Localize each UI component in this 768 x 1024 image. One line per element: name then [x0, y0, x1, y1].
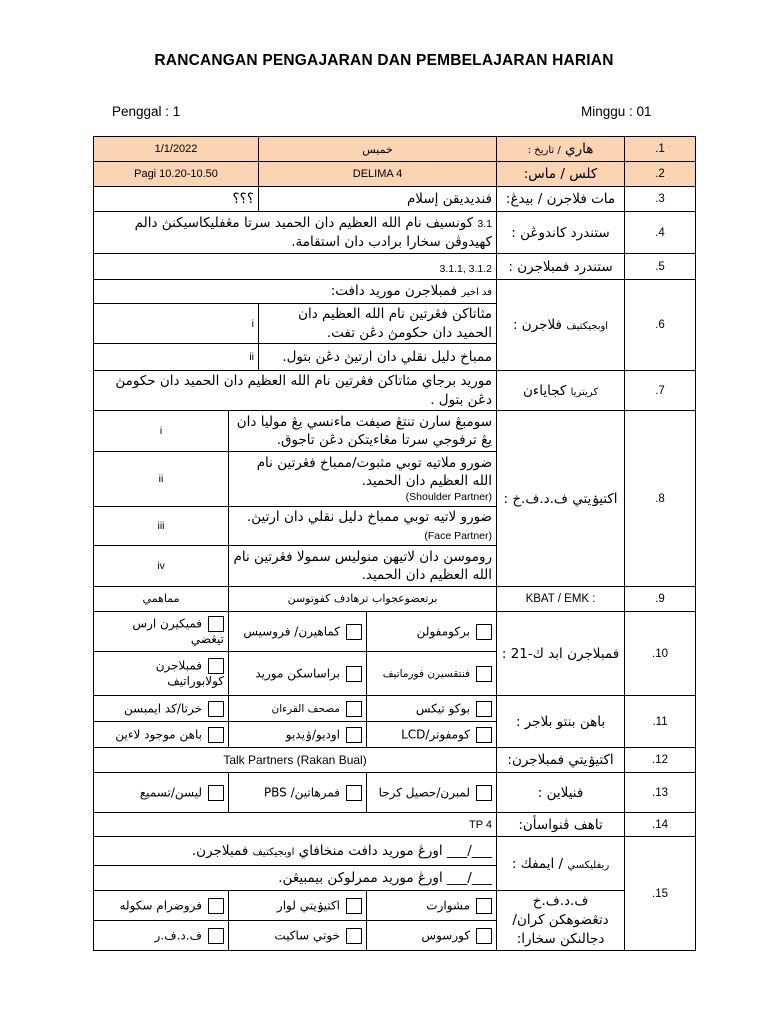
tarikh-value: 1/1/2022 — [94, 137, 259, 162]
kelas-value: DELIMA 4 — [259, 162, 497, 187]
row-number: .1 — [625, 137, 696, 162]
tahap-penguasaan-label: تاهف ڤنواسأن: — [497, 813, 625, 837]
minggu-label: Minggu : 01 — [581, 104, 652, 119]
checkbox[interactable] — [208, 727, 224, 743]
aktiviti-3-numeral: iii — [94, 507, 229, 546]
checkbox[interactable] — [346, 785, 362, 801]
pak21-option-5[interactable]: براساسكن موريد — [229, 652, 367, 696]
row-number: .9 — [625, 587, 696, 612]
aktiviti-1-text: سومبڠ سارن تنتڠ صيفت ماءنسي يڠ موليا دان يڠ ترفوجي سرتا مڠاءيتكن دڠن تاجوق. — [229, 411, 497, 452]
checkbox[interactable] — [208, 785, 224, 801]
row-refleksi-1 — [94, 837, 696, 866]
kriteria-kejayaan-value: موريد برجاي مثاتاكن فڠرتين نام الله العظيم دان الحميد دان حكومڽ دڠن بتول . — [94, 371, 497, 411]
checkbox[interactable] — [346, 666, 362, 682]
objektif-2-text: ممباخ دليل نقلي دان ارتيڽ دڠن بتول. — [259, 344, 497, 371]
checkbox[interactable] — [346, 898, 362, 914]
row-number: .6 — [625, 280, 696, 371]
penggal-label: Penggal : 1 — [112, 104, 181, 119]
row-number: .7 — [625, 371, 696, 411]
row-kelas-masa — [94, 162, 696, 187]
kelas-masa-label: كلس / ماس: — [497, 162, 625, 187]
row-number: .10 — [625, 612, 696, 696]
standard-pembelajaran-label: ستندرد فمبلاجرن : — [497, 254, 625, 280]
row-kbat-emk — [94, 587, 696, 612]
checkbox[interactable] — [476, 624, 492, 640]
aktiviti-2-text: ضورو ملاتيه توبي مثبوت/ممباخ فڠرتين نام الله العظيم دان الحميد. (Shoulder Partner) — [229, 452, 497, 507]
checkbox[interactable] — [208, 616, 224, 632]
checkbox[interactable] — [476, 727, 492, 743]
row-number: .2 — [625, 162, 696, 187]
aktiviti-4-text: روموسن دان لاتيهن منوليس سمولا فڠرتين نام الله العظيم دان الحميد. — [229, 546, 497, 587]
tangguh-option-3[interactable]: فروضرام سكوله — [94, 891, 229, 921]
standard-pembelajaran-value: 3.1.1, 3.1.2 — [94, 254, 497, 280]
aktiviti-pembelajaran-value: Talk Partners (Rakan Bual) — [94, 748, 497, 773]
aktiviti-pembelajaran-label: اكتيۏيتي فمبلاجرن: — [497, 748, 625, 773]
row-number: .11 — [625, 696, 696, 748]
checkbox[interactable] — [208, 701, 224, 717]
pak21-option-1[interactable]: بركومفولن — [367, 612, 497, 652]
page-title: RANCANGAN PENGAJARAN DAN PEMBELAJARAN HARIAN — [154, 52, 614, 69]
row-bbm-a — [94, 696, 696, 722]
checkbox[interactable] — [208, 928, 224, 944]
row-standard-pembelajaran — [94, 254, 696, 280]
checkbox[interactable] — [476, 701, 492, 717]
row-objektif-intro — [94, 280, 696, 304]
aktiviti-pdpc-label: اكتيۏيتي ف.د.ف.خ : — [497, 411, 625, 587]
row-number: .8 — [625, 411, 696, 587]
checkbox[interactable] — [476, 928, 492, 944]
checkbox[interactable] — [476, 898, 492, 914]
hari-tarikh-label: هاري / تاريخ : — [497, 137, 625, 162]
rph-table — [93, 136, 696, 951]
kriteria-kejayaan-label: كريتريا كجاياءن — [497, 371, 625, 411]
aktiviti-3-text: ضورو لاتيه توبي ممباخ دليل نقلي دان ارتيڽ.(Face Partner) — [229, 507, 497, 546]
penilaian-option-1[interactable]: لمبرن/حصيل كرجا — [367, 773, 497, 813]
mata-pelajaran-label: مات فلاجرن / بيدڠ: — [497, 187, 625, 212]
row-number: .3 — [625, 187, 696, 212]
tangguh-option-6[interactable]: ف.د.ف.ر — [94, 921, 229, 951]
row-standard-kandungan — [94, 212, 696, 254]
refleksi-line-2: ___/___ اورڠ موريد ممرلوكن بيمبيڠن. — [94, 866, 497, 891]
masa-value: Pagi 10.20-10.50 — [94, 162, 259, 187]
pdpc-ditangguhkan-label: ف.د.ف.خ دتڠضوهكن كران/دجالنكن سخارا: — [497, 891, 625, 951]
checkbox[interactable] — [346, 727, 362, 743]
pak21-label: فمبلاجرن ابد ك-21 : — [497, 612, 625, 696]
tangguh-option-1[interactable]: مشوارت — [367, 891, 497, 921]
hari-value: خميس — [259, 137, 497, 162]
bbm-option-4[interactable]: كومفوتر/LCD — [367, 722, 497, 748]
refleksi-label: ريفليكسي / ايمفك : — [497, 837, 625, 891]
kbat-value-1: برتعضوعجواب ترهادف كفوتوسن — [229, 587, 497, 612]
objektif-label: اوبجيكتيف فلاجرن : — [497, 280, 625, 371]
checkbox[interactable] — [346, 701, 362, 717]
checkbox[interactable] — [346, 624, 362, 640]
row-number: .5 — [625, 254, 696, 280]
penilaian-option-3[interactable]: ليسن/تسميع — [94, 773, 229, 813]
row-number: .4 — [625, 212, 696, 254]
penilaian-label: فنيلاين : — [497, 773, 625, 813]
aktiviti-1-numeral: i — [94, 411, 229, 452]
row-aktiviti-pembelajaran — [94, 748, 696, 773]
row-tahap-penguasaan — [94, 813, 696, 837]
aktiviti-4-numeral: iv — [94, 546, 229, 587]
row-number: .15 — [625, 837, 696, 951]
row-hari-tarikh — [94, 137, 696, 162]
row-pak21-a — [94, 612, 696, 652]
row-mata-pelajaran — [94, 187, 696, 212]
checkbox[interactable] — [476, 666, 492, 682]
objektif-1-numeral: i — [94, 304, 259, 344]
bbm-option-1[interactable]: بوكو تيكس — [367, 696, 497, 722]
row-kriteria-kejayaan — [94, 371, 696, 411]
pak21-option-3[interactable]: فميكيرن ارس تيڠضي — [94, 612, 229, 652]
standard-kandungan-label: ستندرد كاندوڠن : — [497, 212, 625, 254]
bbm-option-3[interactable]: خرتا/كد ايمبسن — [94, 696, 229, 722]
row-number: .13 — [625, 773, 696, 813]
objektif-intro: فد اخير فمبلاجرن موريد دافت: — [94, 280, 497, 304]
row-penilaian — [94, 773, 696, 813]
checkbox[interactable] — [208, 898, 224, 914]
tahap-penguasaan-value: TP 4 — [94, 813, 497, 837]
penilaian-option-2[interactable]: فمرهاتين/ PBS — [229, 773, 367, 813]
kbat-value-2: مماهمي — [94, 587, 229, 612]
kbat-emk-label: KBAT / EMK : — [497, 587, 625, 612]
mata-pelajaran-value: فنديديقن إسلام — [259, 187, 497, 212]
tangguh-option-2[interactable]: اكتيۏيتي لوار — [229, 891, 367, 921]
bbm-option-2[interactable]: مصحف القرءان — [229, 696, 367, 722]
row-pdpc-ditangguhkan-a — [94, 891, 696, 921]
aktiviti-2-numeral: ii — [94, 452, 229, 507]
bbm-option-5[interactable]: اوديو/ۏيديو — [229, 722, 367, 748]
checkbox[interactable] — [476, 785, 492, 801]
bidang-value: ؟؟؟ — [94, 187, 259, 212]
bbm-option-6[interactable]: باهن موجود لاءين — [94, 722, 229, 748]
bbm-label: باهن بنتو بلاجر : — [497, 696, 625, 748]
objektif-1-text: مثاتاكن فڠرتين نام الله العظيم دان الحميد دان حكومڽ دڠن تفت. — [259, 304, 497, 344]
standard-kandungan-value: 3.1 كونسيف نام الله العظيم دان الحميد سرتا مڠفليكاسيكنڽ دالم كهيدوڤن سخارا برادب دان استقامة. — [94, 212, 497, 254]
objektif-2-numeral: ii — [94, 344, 259, 371]
pak21-option-4[interactable]: فنتقسيرن فورماتيف — [367, 652, 497, 696]
row-number: .12 — [625, 748, 696, 773]
pak21-option-2[interactable]: كماهيرن/ فروسيس — [229, 612, 367, 652]
tangguh-option-5[interactable]: خوتي ساكيت — [229, 921, 367, 951]
tangguh-option-4[interactable]: كورسوس — [367, 921, 497, 951]
row-number: .14 — [625, 813, 696, 837]
pak21-option-6[interactable]: فمبلاجرن كولابوراتيف — [94, 652, 229, 696]
checkbox[interactable] — [346, 928, 362, 944]
refleksi-line-1: ___/___ اورڠ موريد دافت منخافاي اوبجيكتيف فمبلاجرن. — [94, 837, 497, 866]
row-aktiviti-1 — [94, 411, 696, 452]
checkbox[interactable] — [208, 658, 224, 674]
